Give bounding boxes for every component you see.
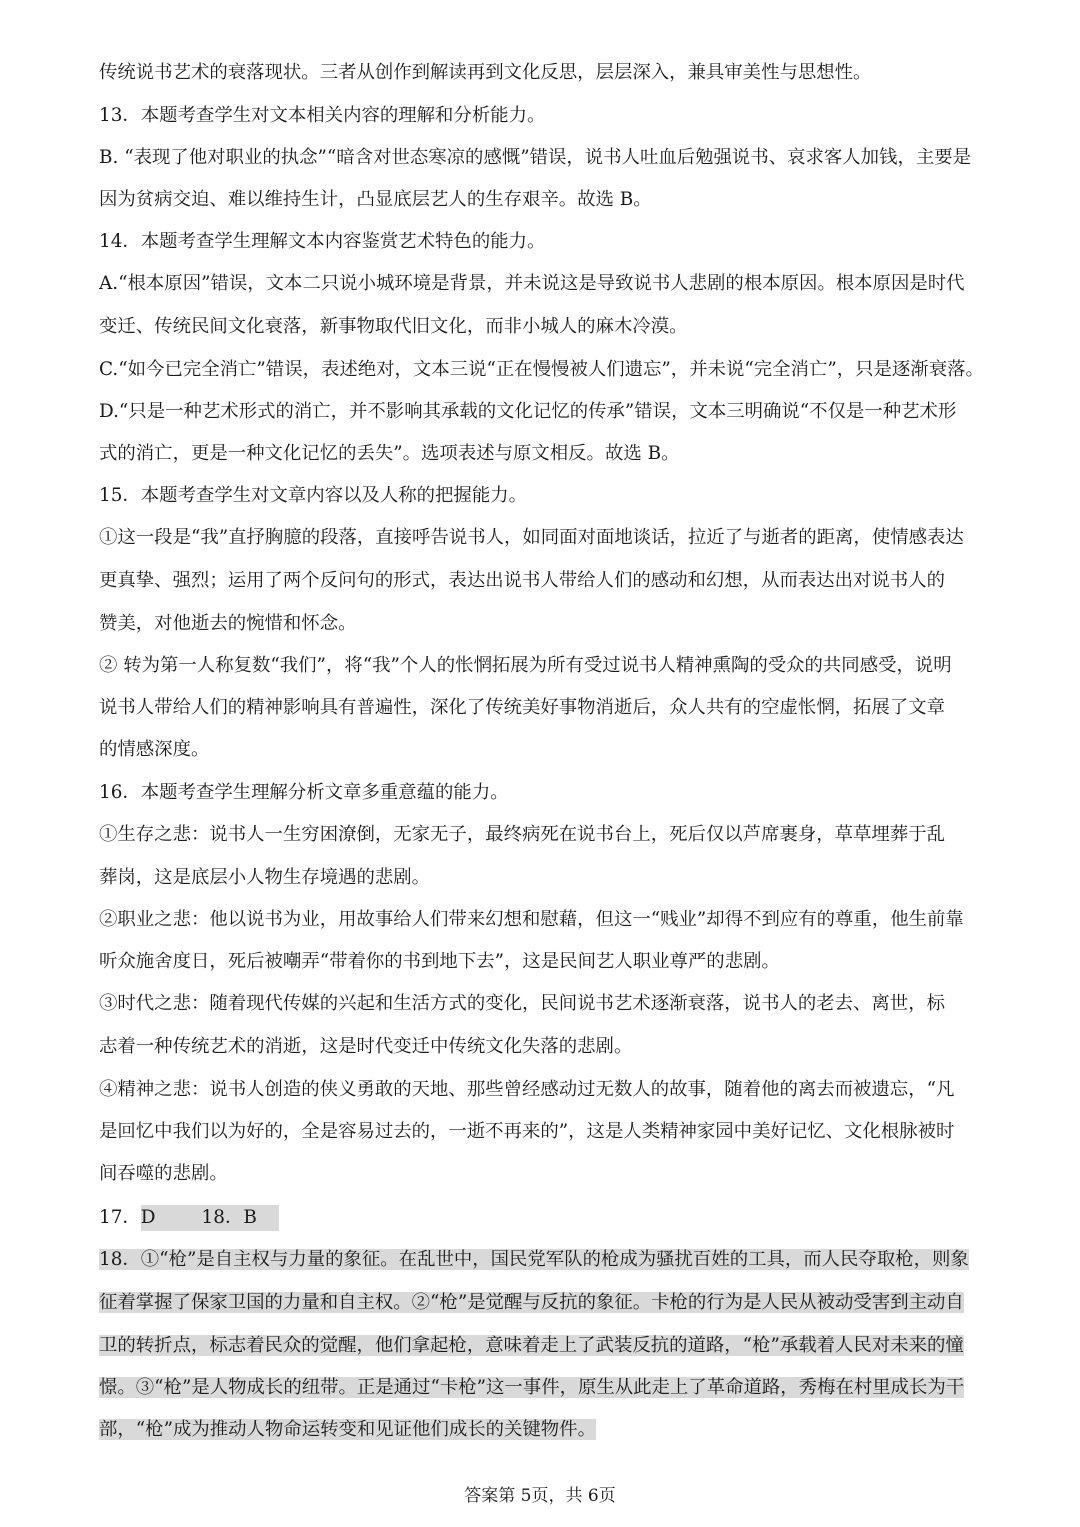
text-line: C.“如今已完全消亡”错误，表述绝对，文本三说“正在慢慢被人们遗忘”，并未说“完全消亡”，只是逐渐衰落。 — [99, 359, 984, 380]
question-15-heading: 15．本题考查学生对文章内容以及人称的把握能力。 — [99, 485, 527, 506]
highlighted-text-line: 部，“枪”成为推动人物命运转变和见证他们成长的关键物件。 — [99, 1419, 596, 1440]
text-line: B. “表现了他对职业的执念”“暗含对世态寒凉的感慨”错误，说书人吐血后勉强说书、哀求客人加钱，主要是 — [99, 147, 972, 168]
text-line: 说书人带给人们的精神影响具有普遍性，深化了传统美好事物消逝后，众人共有的空虚怅惘，拓展了文章 — [99, 697, 945, 718]
text-line: 听众施舍度日，死后被嘲弄“带着你的书到地下去”，这是民间艺人职业尊严的悲剧。 — [99, 951, 780, 972]
text-line: 更真挚、强烈；运用了两个反问句的形式，表达出说书人带给人们的感动和幻想，从而表达出对说书人的 — [99, 570, 945, 591]
text-line: 葬岗，这是底层小人物生存境遇的悲剧。 — [99, 867, 431, 888]
text-line: ①这一段是“我”直抒胸臆的段落，直接呼告说书人，如同面对面地谈话，拉近了与逝者的距离，使情感表达 — [99, 527, 964, 548]
text-line: 间吞噬的悲剧。 — [99, 1163, 228, 1184]
text-line: 赞美，对他逝去的惋惜和怀念。 — [99, 613, 357, 634]
question-14-heading: 14．本题考查学生理解文本内容鉴赏艺术特色的能力。 — [99, 231, 546, 252]
text-line: A.“根本原因”错误，文本二只说小城环境是背景，并未说这是导致说书人悲剧的根本原因。根本原因是时代 — [99, 273, 965, 294]
q17-answer: D — [140, 1207, 156, 1228]
q17-label: 17． — [99, 1207, 141, 1228]
highlighted-text-line: 憬。③“枪”是人物成长的纽带。正是通过“卡枪”这一事件，原生从此走上了革命道路，秀梅在村里成长为干 — [99, 1377, 965, 1398]
text-line: 因为贫病交迫、难以维持生计，凸显底层艺人的生存艰辛。故选 B。 — [99, 189, 652, 210]
q18-label: 18． — [201, 1207, 244, 1228]
answers-17-18 — [99, 1205, 989, 1231]
text-line: 式的消亡，更是一种文化记忆的丢失”。选项表述与原文相反。故选 B。 — [99, 443, 680, 464]
text-line: 传统说书艺术的衰落现状。三者从创作到解读再到文化反思，层层深入，兼具审美性与思想性。 — [99, 62, 872, 83]
answer-highlight — [141, 1205, 279, 1231]
text-line: 志着一种传统艺术的消逝，这是时代变迁中传统文化失落的悲剧。 — [99, 1036, 633, 1057]
text-line: ①生存之悲：说书人一生穷困潦倒，无家无子，最终病死在说书台上，死后仅以芦席裹身，草草埋葬于乱 — [99, 824, 945, 845]
text-line: ③时代之悲：随着现代传媒的兴起和生活方式的变化，民间说书艺术逐渐衰落，说书人的老去、离世，标 — [99, 993, 945, 1014]
highlighted-text-line: 卫的转折点，标志着民众的觉醒，他们拿起枪，意味着走上了武装反抗的道路，“枪”承载着人民对未来的憧 — [99, 1335, 964, 1356]
highlighted-text-line: 18．①“枪”是自主权与力量的象征。在乱世中，国民党军队的枪成为骚扰百姓的工具，而人民夺取枪，则象 — [99, 1249, 969, 1270]
question-16-heading: 16．本题考查学生理解分析文章多重意蕴的能力。 — [99, 782, 509, 803]
q18-answer: B — [243, 1207, 257, 1228]
text-line: ②职业之悲：他以说书为业，用故事给人们带来幻想和慰藉，但这一“贱业”却得不到应有的尊重，他生前靠 — [99, 909, 964, 930]
text-line: 变迁、传统民间文化衰落，新事物取代旧文化，而非小城人的麻木冷漠。 — [99, 316, 688, 337]
text-line: D.“只是一种艺术形式的消亡，并不影响其承载的文化记忆的传承”错误，文本三明确说“不仅是一种艺术形 — [99, 401, 957, 422]
highlighted-text-line: 征着掌握了保家卫国的力量和自主权。②“枪”是觉醒与反抗的象征。卡枪的行为是人民从被动受害到主动自 — [99, 1292, 964, 1313]
text-line: ② 转为第一人称复数“我们”，将“我”个人的怅惘拓展为所有受过说书人精神熏陶的受众的共同感受，说明 — [99, 655, 952, 676]
question-13-heading: 13．本题考查学生对文本相关内容的理解和分析能力。 — [99, 105, 546, 126]
text-line: 的情感深度。 — [99, 739, 210, 760]
page-footer: 答案第 5页，共 6页 — [464, 1486, 616, 1506]
text-line: ④精神之悲：说书人创造的侠义勇敢的天地、那些曾经感动过无数人的故事，随着他的离去而被遗忘，“凡 — [99, 1079, 955, 1100]
text-line: 是回忆中我们以为好的，全是容易过去的，一逝不再来的”，这是人类精神家园中美好记忆、文化根脉被时 — [99, 1121, 955, 1142]
